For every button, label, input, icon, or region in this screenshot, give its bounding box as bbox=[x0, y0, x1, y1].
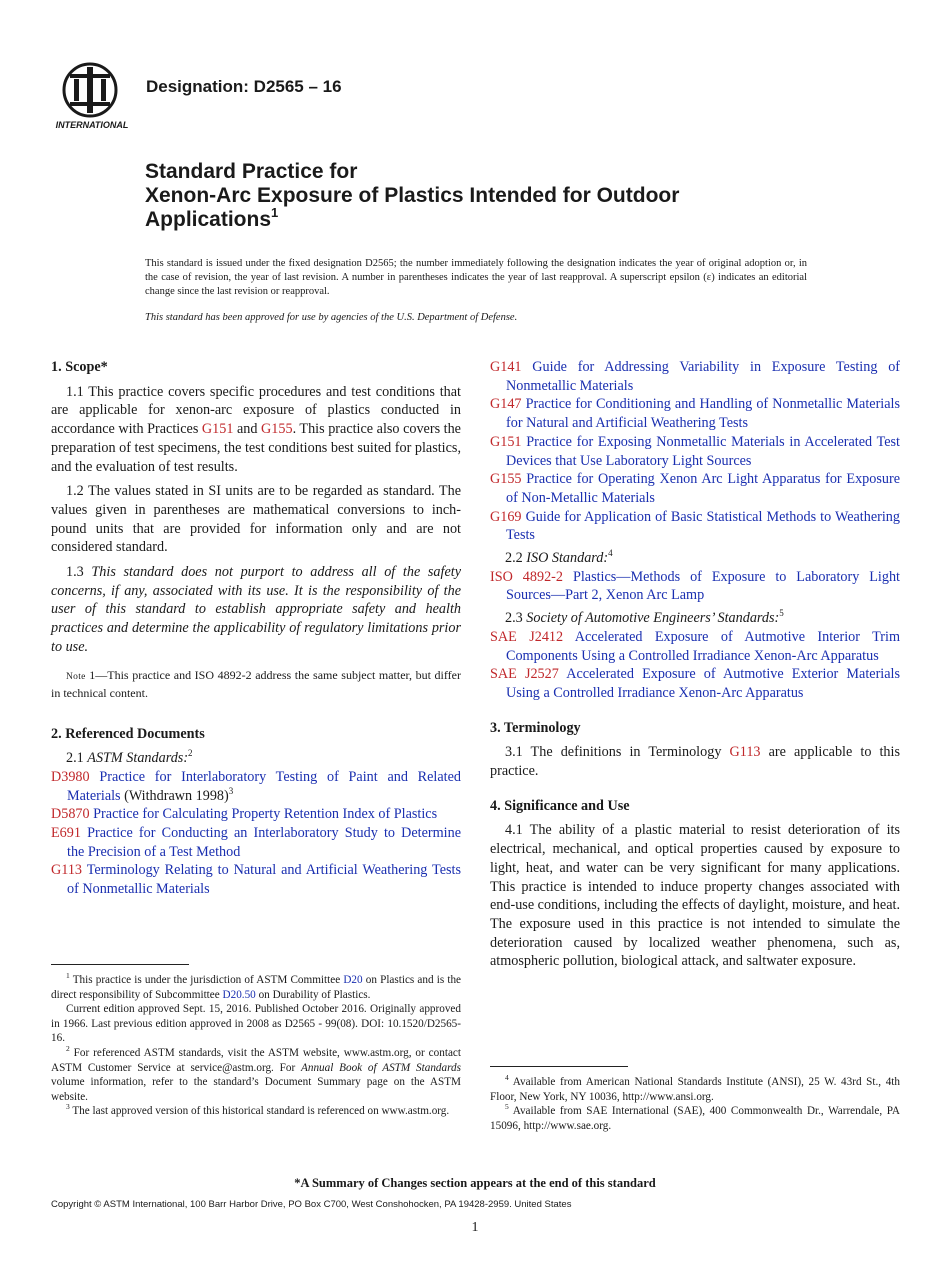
scope-1-1: 1.1 This practice covers specific procedures and test conditions that are applicable for xenon-arc exposure of plastics conducted in accordance with Practices G151 and G155. This practice also covers the preparation of test specimens, the test conditions best suited for plastics, and the evaluation of test results. bbox=[51, 383, 461, 475]
significance-heading: 4. Significance and Use bbox=[490, 797, 630, 814]
footnotes-left bbox=[51, 973, 461, 1119]
right-column bbox=[490, 358, 900, 977]
significance-4-1: 4.1 The ability of a plastic material to resist deterioration of its electrical, mechanical, and optical properties caused by exposure to light, heat, and water can be very significant for many applications. This practice is intended to induce property changes associated with end-use conditions, including the effects of daylight, moisture, and heat. The exposure used in this practice is not intended to simulate the deterioration caused by localized weather phenomena, such as, atmospheric pollution, biological attack, and saltwater exposure. bbox=[490, 822, 900, 970]
astm-reference-list bbox=[51, 768, 461, 899]
link-d20-50[interactable]: D20.50 bbox=[222, 988, 256, 1001]
reference-iso-4892-2[interactable]: ISO 4892-2 Plastics—Methods of Exposure to Laboratory Light Sources—Part 2, Xenon Arc Lamp bbox=[490, 568, 901, 604]
footnote-5: $^5$ Available from SAE International (SAE), 400 Commonwealth Dr., Warrendale, PA 15096, http://www.sae.org. bbox=[490, 1102, 900, 1132]
footnote-rule-right bbox=[490, 1066, 628, 1067]
footnote-1-edition: Current edition approved Sept. 15, 2016. Published October 2016. Originally approved in 1966. Last previous edition approved in 2008 as D2565 - 99(08). DOI: 10.1520/D2565-16. bbox=[51, 1003, 461, 1045]
link-g151[interactable]: G151 bbox=[201, 421, 234, 438]
copyright: Copyright © ASTM International, 100 Barr Harbor Drive, PO Box C700, West Conshohocken, PA 19428-2959. United States bbox=[51, 1199, 572, 1210]
terminology-heading: 3. Terminology bbox=[490, 719, 581, 736]
reference-d3980[interactable]: D3980 Practice for Interlaboratory Testing of Paint and Related Materials (Withdrawn 1998)$^3$ bbox=[51, 768, 462, 804]
astm-reference-list-cont bbox=[490, 358, 900, 545]
sae-reference-list bbox=[490, 628, 900, 703]
link-g113[interactable]: G113 bbox=[729, 744, 761, 761]
link-d20[interactable]: D20 bbox=[343, 974, 363, 986]
document-title bbox=[145, 160, 865, 232]
reference-g151[interactable]: G151 Practice for Exposing Nonmetallic Materials in Accelerated Test Devices that Use Laboratory Light Sources bbox=[490, 433, 901, 469]
astm-logo bbox=[50, 62, 134, 130]
reference-sae-j2412[interactable]: SAE J2412 Accelerated Exposure of Autmotive Interior Trim Components Using a Controlled Irradiance Xenon-Arc Apparatus bbox=[490, 628, 900, 664]
approval-note: This standard has been approved for use by agencies of the U.S. Department of Defense. bbox=[145, 312, 518, 323]
referenced-heading: 2. Referenced Documents bbox=[51, 725, 205, 742]
footnotes-right bbox=[490, 1075, 900, 1133]
designation: Designation: D2565 – 16 bbox=[146, 77, 342, 96]
scope-heading: 1. Scope* bbox=[51, 359, 108, 375]
reference-g113[interactable]: G113 Terminology Relating to Natural and Artificial Weathering Tests of Nonmetallic Materials bbox=[51, 862, 461, 898]
scope-1-3: 1.3 This standard does not purport to address all of the safety concerns, if any, associated with its use. It is the responsibility of the user of this standard to establish appropriate safety and health practices and determine the applicability of regulatory limitations prior to use. bbox=[51, 564, 461, 655]
link-g155[interactable]: G155 bbox=[261, 421, 293, 438]
reference-d5870[interactable]: D5870 Practice for Calculating Property Retention Index of Plastics bbox=[51, 806, 438, 823]
title-line-1: Standard Practice for bbox=[145, 160, 358, 183]
astm-standards-label: 2.1 ASTM Standards:$^2$ bbox=[66, 748, 193, 767]
terminology-3-1: 3.1 The definitions in Terminology G113 are applicable to this practice. bbox=[490, 744, 900, 780]
left-column bbox=[51, 358, 461, 899]
note-1: Note 1—This practice and ISO 4892-2 address the same subject matter, but differ in technical content. bbox=[51, 667, 461, 700]
page-number: 1 bbox=[471, 1220, 479, 1235]
logo-subtext: INTERNATIONAL bbox=[55, 120, 129, 130]
footnote-rule-left bbox=[51, 964, 189, 965]
scope-1-2: 1.2 The values stated in SI units are to be regarded as standard. The values given in parentheses are mathematical conversions to inch-pound units that are provided for information only and are not considered standard. bbox=[51, 483, 461, 556]
title-footnote-mark[interactable]: 1 bbox=[271, 205, 279, 220]
sae-standards-label: 2.3 Society of Automotive Engineers’ Standards:$^5$ bbox=[505, 608, 784, 627]
reference-g155[interactable]: G155 Practice for Operating Xenon Arc Light Apparatus for Exposure of Non-Metallic Materials bbox=[490, 471, 900, 506]
reference-e691[interactable]: E691 Practice for Conducting an Interlaboratory Study to Determine the Precision of a Test Method bbox=[51, 825, 461, 860]
footnote-4: $^4$ Available from American National Standards Institute (ANSI), 25 W. 43rd St., 4th Floor, New York, NY 10036, http://www.ansi.org. bbox=[490, 1073, 900, 1103]
reference-g147[interactable]: G147 Practice for Conditioning and Handling of Nonmetallic Materials for Natural and Artificial Weathering Tests bbox=[490, 396, 900, 432]
iso-standard-label: 2.2 ISO Standard:$^4$ bbox=[505, 548, 613, 567]
footnote-2: $^2$ For referenced ASTM standards, visit the ASTM website, www.astm.org, or contact ASTM Customer Service at service@astm.org. For Annual Book of ASTM Standards volume information, refer to the standard’s Document Summary page on the ASTM website. bbox=[51, 1043, 461, 1103]
reference-g141[interactable]: G141 Guide for Addressing Variability in Exposure Testing of Nonmetallic Materials bbox=[490, 359, 901, 394]
footnote-3: $^3$ The last approved version of this historical standard is referenced on www.astm.org. bbox=[66, 1102, 450, 1118]
footnote-1: $^1$ This practice is under the jurisdiction of ASTM Committee D20 on Plastics and is the direct responsibility of Subcommittee D20.50 on Durability of Plastics. bbox=[51, 971, 461, 1001]
summary-of-changes-note: *A Summary of Changes section appears at the end of this standard bbox=[294, 1176, 656, 1190]
preamble: This standard is issued under the fixed designation D2565; the number immediately following the designation indicates the year of original adoption or, in the case of revision, the year of last revision. A number in parentheses indicates the year of last reapproval. A superscript epsilon (ε) indicates an editorial change since the last revision or reapproval. bbox=[145, 258, 807, 297]
reference-sae-j2527[interactable]: SAE J2527 Accelerated Exposure of Autmotive Exterior Materials Using a Controlled Irradiance Xenon-Arc Apparatus bbox=[490, 666, 900, 701]
title-line-3: Applications bbox=[145, 208, 272, 231]
title-line-2: Xenon-Arc Exposure of Plastics Intended for Outdoor bbox=[145, 184, 680, 207]
reference-g169[interactable]: G169 Guide for Application of Basic Statistical Methods to Weathering Tests bbox=[490, 508, 900, 544]
